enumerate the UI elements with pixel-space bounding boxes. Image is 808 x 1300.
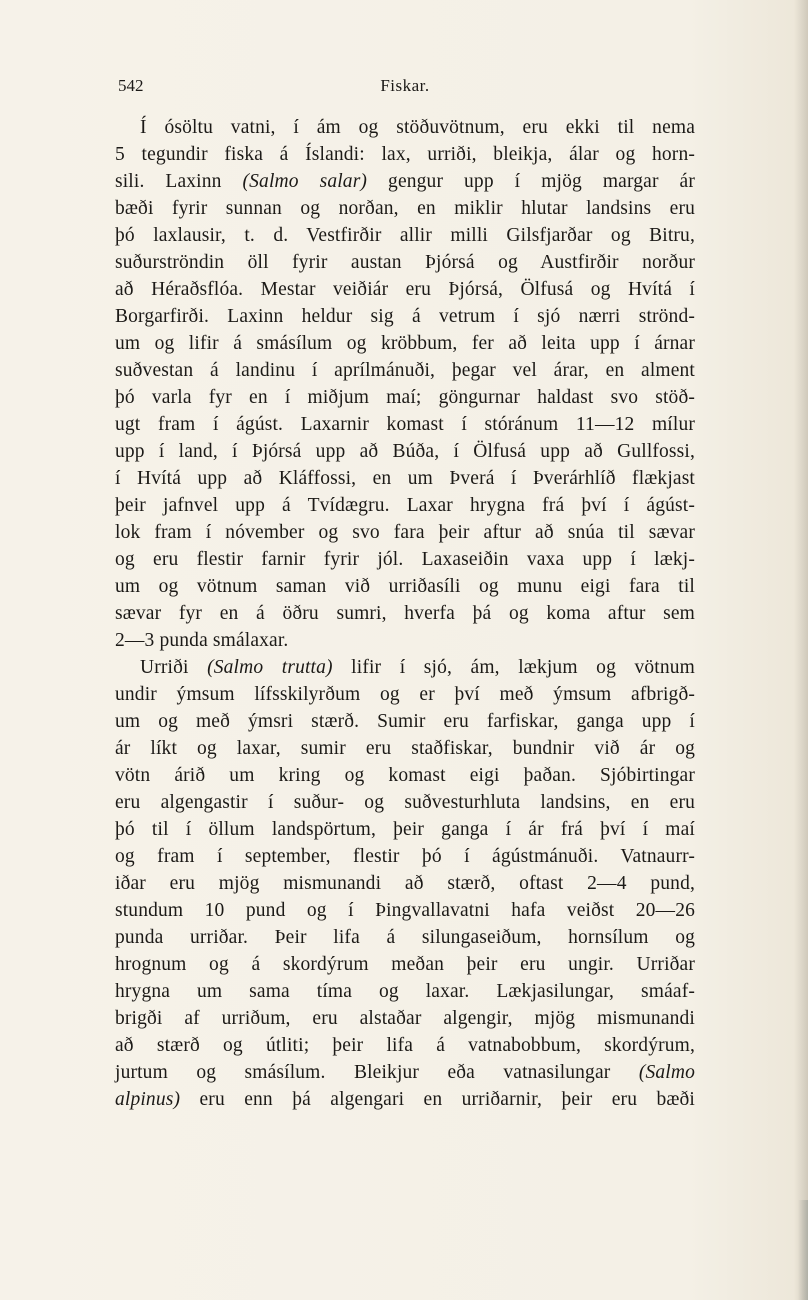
text-line	[115, 762, 695, 789]
text-line	[115, 897, 695, 924]
text-segment: þó til í öllum landspörtum, þeir ganga í ár frá því í maí	[115, 819, 695, 840]
text-segment: Urriði	[140, 657, 208, 678]
text-line	[115, 303, 695, 330]
text-line	[115, 735, 695, 762]
text-segment: þó laxlausir, t. d. Vestfirðir allir milli Gilsfjarðar og Bitru,	[115, 225, 695, 246]
text-segment: í Hvítá upp að Kláffossi, en um Þverá í Þverárhlíð flækjast	[115, 468, 695, 489]
text-segment: 2—3 punda smálaxar.	[115, 630, 289, 651]
text-line	[115, 519, 695, 546]
text-line	[115, 708, 695, 735]
page-header	[118, 76, 692, 100]
species-name: (Salmo salar)	[242, 171, 368, 192]
text-line	[115, 816, 695, 843]
text-segment: að stærð og útliti; þeir lifa á vatnabobbum, skordýrum,	[115, 1035, 695, 1056]
text-segment: suðurströndin öll fyrir austan Þjórsá og Austfirðir norður	[115, 252, 695, 273]
text-line	[115, 951, 695, 978]
text-line	[115, 195, 695, 222]
text-line	[115, 465, 695, 492]
text-segment: Borgarfirði. Laxinn heldur sig á vetrum í sjó nærri strönd-	[115, 306, 695, 327]
text-line	[115, 1032, 695, 1059]
text-segment: hrygna um sama tíma og laxar. Lækjasilungar, smáaf-	[115, 981, 695, 1002]
text-line	[115, 411, 695, 438]
text-line	[115, 114, 695, 141]
text-line	[115, 924, 695, 951]
text-segment: gengur upp í mjög margar ár	[367, 171, 695, 192]
text-line	[115, 789, 695, 816]
text-segment: undir ýmsum lífsskilyrðum og er því með ýmsum afbrigð-	[115, 684, 695, 705]
text-line	[115, 222, 695, 249]
text-segment: lok fram í nóvember og svo fara þeir aftur að snúa til sævar	[115, 522, 695, 543]
text-line	[115, 654, 695, 681]
text-segment: ár líkt og laxar, sumir eru staðfiskar, bundnir við ár og	[115, 738, 695, 759]
species-name: (Salmo trutta)	[207, 657, 333, 678]
text-line	[115, 438, 695, 465]
text-line	[115, 492, 695, 519]
species-name: (Salmo	[638, 1062, 695, 1083]
species-name: alpinus)	[115, 1089, 181, 1110]
text-segment: stundum 10 pund og í Þingvallavatni hafa veiðst 20—26	[115, 900, 695, 921]
text-line	[115, 870, 695, 897]
page-edge-shadow	[794, 0, 808, 1300]
text-segment: bæði fyrir sunnan og norðan, en miklir hlutar landsins eru	[115, 198, 695, 219]
text-segment: suðvestan á landinu í aprílmánuði, þegar vel árar, en alment	[115, 360, 695, 381]
text-segment: eru algengastir í suður- og suðvesturhluta landsins, en eru	[115, 792, 695, 813]
page-edge-mark	[798, 1200, 808, 1300]
text-segment: um og lifir á smásílum og kröbbum, fer að leita upp í árnar	[115, 333, 695, 354]
text-segment: sili. Laxinn	[115, 171, 243, 192]
text-line	[115, 627, 695, 654]
text-line	[115, 357, 695, 384]
text-line	[115, 1086, 695, 1113]
text-line	[115, 978, 695, 1005]
text-line	[115, 249, 695, 276]
text-line	[115, 168, 695, 195]
text-segment: þó varla fyr en í miðjum maí; göngurnar haldast svo stöð-	[115, 387, 695, 408]
text-line	[115, 1005, 695, 1032]
page-number: 542	[118, 76, 144, 95]
text-line	[115, 546, 695, 573]
text-line	[115, 141, 695, 168]
text-line	[115, 843, 695, 870]
text-segment: jurtum og smásílum. Bleikjur eða vatnasilungar	[115, 1062, 639, 1083]
text-segment: um og vötnum saman við urriðasíli og munu eigi fara til	[115, 576, 695, 597]
text-line	[115, 600, 695, 627]
text-line	[115, 681, 695, 708]
body-text	[115, 114, 695, 1113]
text-segment: og fram í september, flestir þó í ágústmánuði. Vatnaurr-	[115, 846, 695, 867]
text-segment: þeir jafnvel upp á Tvídægru. Laxar hrygna frá því í ágúst-	[115, 495, 695, 516]
text-segment: punda urriðar. Þeir lifa á silungaseiðum, hornsílum og	[115, 927, 695, 948]
text-segment: eru enn þá algengari en urriðarnir, þeir eru bæði	[180, 1089, 695, 1110]
text-segment: og eru flestir farnir fyrir jól. Laxaseiðin vaxa upp í lækj-	[115, 549, 695, 570]
text-segment: að Héraðsflóa. Mestar veiðiár eru Þjórsá, Ölfusá og Hvítá í	[115, 279, 695, 300]
text-segment: iðar eru mjög mismunandi að stærð, oftast 2—4 pund,	[115, 873, 695, 894]
text-segment: sævar fyr en á öðru sumri, hverfa þá og koma aftur sem	[115, 603, 695, 624]
text-line	[115, 276, 695, 303]
text-segment: lifir í sjó, ám, lækjum og vötnum	[332, 657, 695, 678]
text-line	[115, 573, 695, 600]
text-line	[115, 330, 695, 357]
running-title: Fiskar.	[380, 76, 430, 95]
text-segment: brigði af urriðum, eru alstaðar algengir, mjög mismunandi	[115, 1008, 695, 1029]
text-segment: 5 tegundir fiska á Íslandi: lax, urriði, bleikja, álar og horn-	[115, 144, 695, 165]
text-segment: ugt fram í ágúst. Laxarnir komast í stóránum 11—12 mílur	[115, 414, 695, 435]
text-segment: vötn árið um kring og komast eigi þaðan. Sjóbirtingar	[115, 765, 695, 786]
text-segment: upp í land, í Þjórsá upp að Búða, í Ölfusá upp að Gullfossi,	[115, 441, 695, 462]
text-line	[115, 1059, 695, 1086]
text-segment: Í ósöltu vatni, í ám og stöðuvötnum, eru ekki til nema	[140, 117, 695, 138]
text-line	[115, 384, 695, 411]
text-segment: um og með ýmsri stærð. Sumir eru farfiskar, ganga upp í	[115, 711, 695, 732]
text-segment: hrognum og á skordýrum meðan þeir eru ungir. Urriðar	[115, 954, 695, 975]
